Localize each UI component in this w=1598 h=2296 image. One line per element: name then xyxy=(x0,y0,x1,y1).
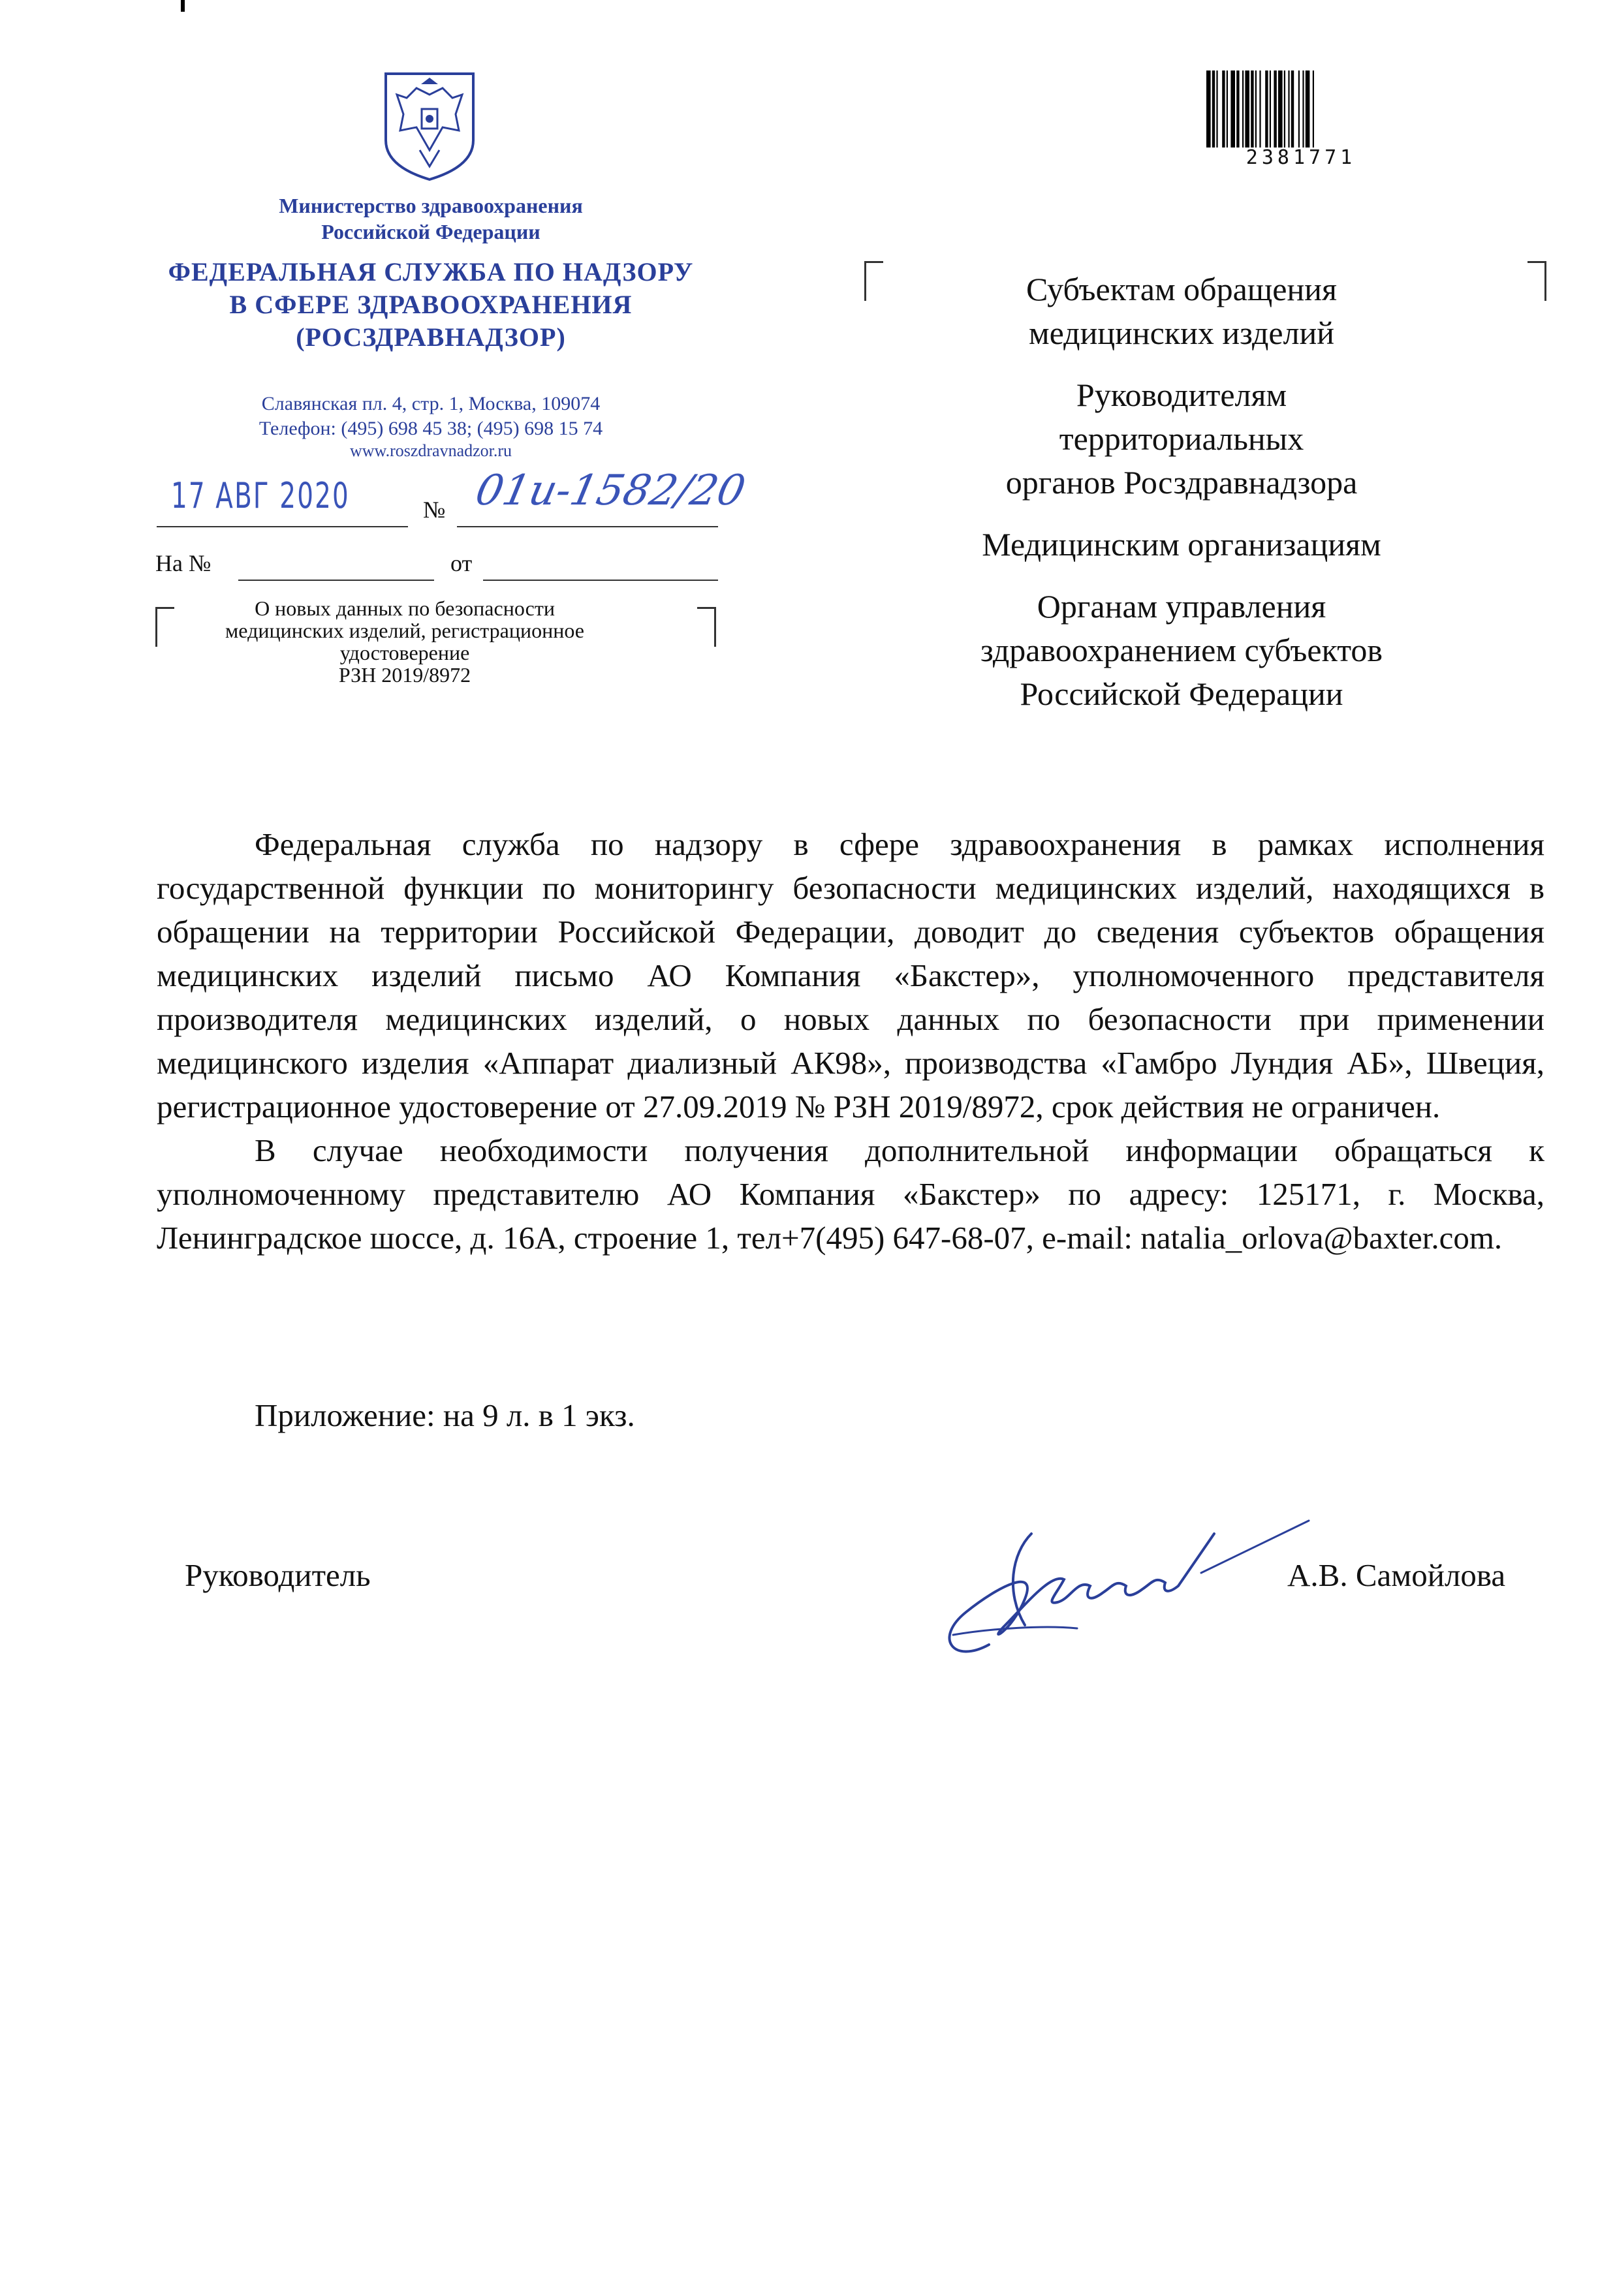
barcode-number: 2381771 xyxy=(1246,146,1356,169)
barcode-bar xyxy=(1227,70,1228,147)
barcode-bar xyxy=(1288,70,1289,147)
barcode-bar xyxy=(1259,70,1261,147)
outgoing-number-label: № xyxy=(423,497,446,523)
reply-to-label: На № xyxy=(155,550,212,576)
recipient-3: Медицинским организациям xyxy=(982,526,1381,563)
barcode-bar xyxy=(1278,70,1283,147)
barcode-bar xyxy=(1306,70,1310,147)
recipients-block xyxy=(901,268,1462,734)
outgoing-number-handwritten: 01и-1582/20 xyxy=(471,467,750,515)
body-paragraph-2: В случае необходимости получения дополнительной информации обращаться к уполномоченному представителю АО Компания «Бакстер» по адресу: 125171, г. Москва, Ленинградское шоссе, д. 16А, строение 1, тел+7(495) 647-68-07, e-mail: natalia_orlova@baxter.com. xyxy=(157,1132,1544,1256)
body-paragraph-1: Федеральная служба по надзору в сфере здравоохранения в рамках исполнения государственной функции по мониторингу безопасности медицинских изделий, находящихся в обращении на территории Российской Федерации, доводит до сведения субъектов обращения медицинских изделий письмо АО Компания «Бакстер», уполномоченного представителя производителя медицинских изделий, о новых данных по безопасности при применении медицинского изделия «Аппарат диализный АК98», производства «Гамбро Лундия АБ», Швеция, регистрационное удостоверение от 27.09.2019 № РЗН 2019/8972, срок действия не ограничен. xyxy=(157,826,1544,1125)
barcode-bar xyxy=(1245,70,1249,147)
barcode-bar xyxy=(1270,70,1271,147)
barcode-icon xyxy=(1205,70,1397,149)
handwritten-signature xyxy=(927,1495,1319,1677)
recipient-corner-left xyxy=(864,261,883,301)
from-label: от xyxy=(450,550,473,576)
barcode-bar xyxy=(1236,70,1239,147)
reply-date-line xyxy=(483,580,718,581)
letter-body xyxy=(157,822,1544,1260)
signer-role: Руководитель xyxy=(185,1557,371,1593)
subject-block: О новых данных по безопасности медицинских изделий, регистрационное удостоверение РЗН 2019/8972 xyxy=(225,597,584,687)
recipient-4: Органам управления здравоохранением субъектов Российской Федерации xyxy=(980,588,1383,712)
subject-corner-right xyxy=(697,607,716,647)
barcode-bar xyxy=(1255,70,1257,147)
recipient-1: Субъектам обращения медицинских изделий xyxy=(1026,271,1337,351)
signer-name: А.В. Самойлова xyxy=(1287,1557,1506,1593)
scan-mark xyxy=(181,0,185,12)
attachment-note: Приложение: на 9 л. в 1 экз. xyxy=(255,1397,635,1433)
barcode-bar xyxy=(1242,70,1244,147)
contact-block xyxy=(170,392,692,461)
recipient-2: Руководителям территориальных органов Росздравнадзора xyxy=(1005,377,1358,501)
subject-corner-left xyxy=(155,607,174,647)
barcode-bar xyxy=(1274,70,1276,147)
website-link: www.roszdravnadzor.ru xyxy=(349,441,512,460)
barcode-bar xyxy=(1251,70,1253,147)
ministry-name: Министерство здравоохранения Российской Федерации xyxy=(279,194,583,243)
barcode-bar xyxy=(1222,70,1225,147)
barcode-bar xyxy=(1265,70,1268,147)
barcode-bar xyxy=(1313,70,1314,147)
barcode-bar xyxy=(1284,70,1285,147)
phone-numbers: Телефон: (495) 698 45 38; (495) 698 15 74 xyxy=(258,418,603,439)
barcode-bar xyxy=(1298,70,1300,147)
barcode-bar xyxy=(1206,70,1211,147)
date-underline xyxy=(157,526,408,527)
registration-date-stamp: 17 АВГ 2020 xyxy=(171,475,350,516)
number-underline xyxy=(457,526,718,527)
barcode-bar xyxy=(1216,70,1217,147)
service-name: ФЕДЕРАЛЬНАЯ СЛУЖБА ПО НАДЗОРУ В СФЕРЕ ЗДРАВООХРАНЕНИЯ (РОСЗДРАВНАДЗОР) xyxy=(168,257,694,352)
coat-of-arms-icon xyxy=(381,69,478,183)
barcode-bar xyxy=(1230,70,1235,147)
reply-number-line xyxy=(238,580,434,581)
postal-address: Славянская пл. 4, стр. 1, Москва, 109074 xyxy=(261,393,601,414)
recipient-corner-right xyxy=(1528,261,1546,301)
barcode-bar xyxy=(1302,70,1304,147)
barcode-bar xyxy=(1212,70,1215,147)
barcode-bar xyxy=(1291,70,1294,147)
